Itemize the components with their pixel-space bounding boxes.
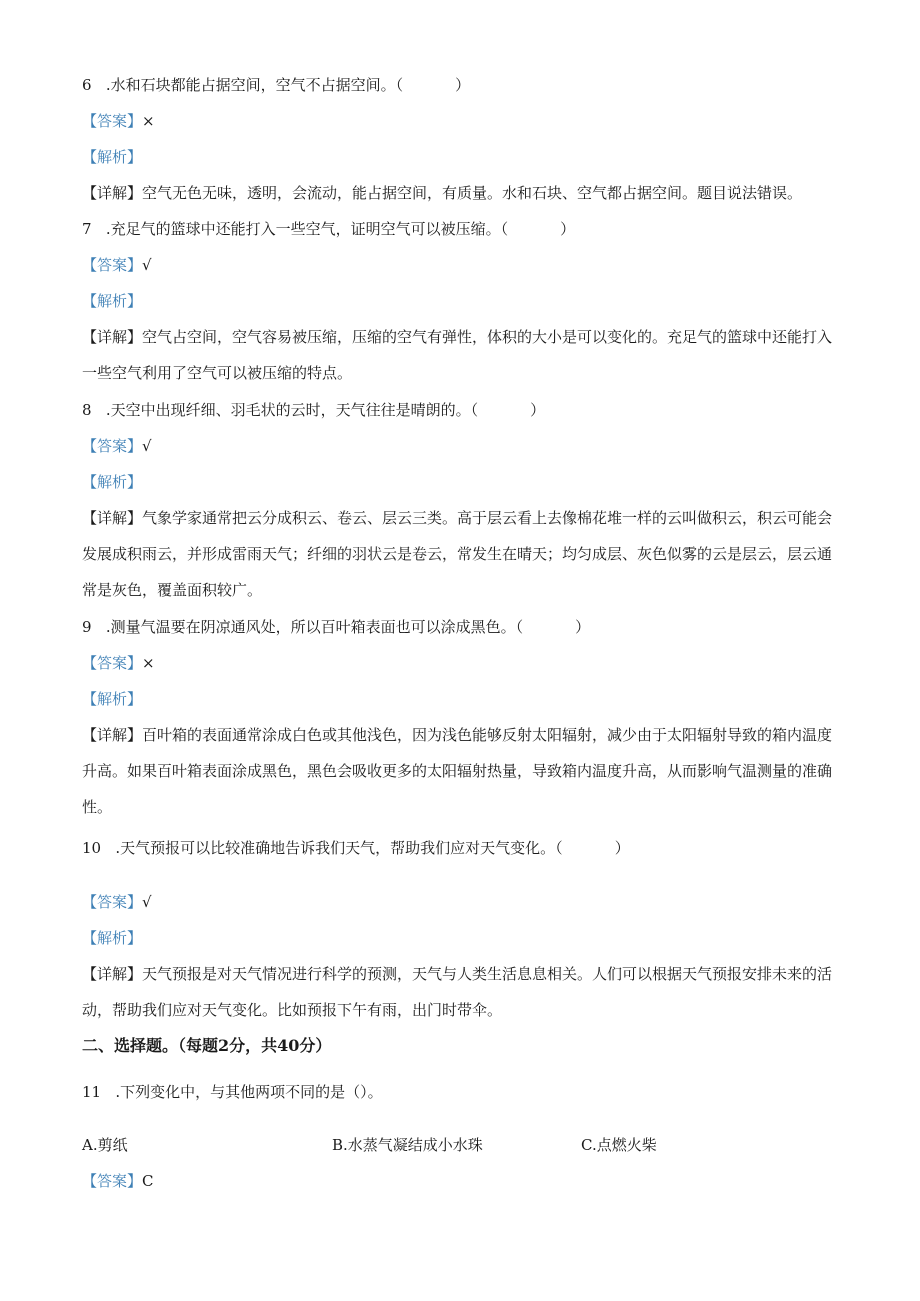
detail-text: 气象学家通常把云分成积云、卷云、层云三类。高于层云看上去像棉花堆一样的云叫做积云，积云可能会发展成积雨云，并形成雷雨天气；纤细的羽状云是卷云，常发生在晴天；均匀成层、灰色似雾的云是层云，层云通常是灰色，覆盖面积较广。 — [82, 509, 833, 599]
detail-label: 【详解】 — [82, 328, 143, 346]
answer-label: 【答案】 — [82, 256, 143, 274]
detail-row — [82, 717, 840, 825]
detail-row — [82, 956, 840, 1028]
question-number: 8 — [82, 401, 92, 419]
answer-row — [82, 1171, 840, 1191]
answer-row — [82, 111, 840, 131]
question-stem: .测量气温要在阴凉通风处，所以百叶箱表面也可以涂成黑色。（ — [105, 618, 524, 636]
detail-text: 百叶箱的表面通常涂成白色或其他浅色，因为浅色能够反射太阳辐射，减少由于太阳辐射导致的箱内温度升高。如果百叶箱表面涂成黑色，黑色会吸收更多的太阳辐射热量，导致箱内温度升高，从而影响气温测量的准确性。 — [82, 726, 833, 816]
section-title: 二、选择题。（每题2分，共40分） — [82, 1036, 332, 1055]
question-8: 8 .天空中出现纤细、羽毛状的云时，天气往往是晴朗的。（ ） — [82, 401, 546, 419]
answer-label: 【答案】 — [82, 893, 143, 911]
detail-label: 【详解】 — [82, 726, 143, 744]
option-b: B.水蒸气凝结成小水珠 — [332, 1136, 483, 1154]
question-stem: .充足气的篮球中还能打入一些空气，证明空气可以被压缩。（ — [105, 220, 509, 238]
answer-value: C — [142, 1172, 154, 1190]
answer-row — [82, 892, 840, 912]
detail-label: 【详解】 — [82, 965, 143, 983]
detail-label: 【详解】 — [82, 184, 143, 202]
question-11 — [82, 1082, 840, 1102]
question-number: 10 — [82, 839, 102, 857]
answer-label: 【答案】 — [82, 112, 143, 130]
detail-row — [82, 500, 840, 608]
analysis-label: 【解析】 — [82, 292, 143, 310]
option-a: A.剪纸 — [82, 1136, 128, 1154]
detail-text: 空气占空间，空气容易被压缩，压缩的空气有弹性，体积的大小是可以变化的。充足气的篮球中还能打入一些空气利用了空气可以被压缩的特点。 — [82, 328, 833, 382]
question-10: 10 .天气预报可以比较准确地告诉我们天气，帮助我们应对天气变化。（ ） — [82, 839, 630, 857]
question-number: 7 — [82, 220, 92, 238]
answer-label: 【答案】 — [82, 437, 143, 455]
question-7: 7 .充足气的篮球中还能打入一些空气，证明空气可以被压缩。（ ） — [82, 220, 576, 238]
answer-value: × — [142, 654, 155, 672]
detail-text: 空气无色无味，透明，会流动，能占据空间，有质量。水和石块、空气都占据空间。题目说法错误。 — [142, 184, 803, 202]
answer-label: 【答案】 — [82, 1172, 143, 1190]
option-c: C.点燃火柴 — [581, 1136, 657, 1154]
answer-value: √ — [142, 893, 152, 911]
answer-row — [82, 653, 840, 673]
answer-label: 【答案】 — [82, 654, 143, 672]
question-stem: .天气预报可以比较准确地告诉我们天气，帮助我们应对天气变化。（ — [115, 839, 563, 857]
detail-row — [82, 183, 840, 203]
question-stem: .水和石块都能占据空间，空气不占据空间。（ — [105, 76, 404, 94]
analysis-label: 【解析】 — [82, 929, 143, 947]
question-stem: .天空中出现纤细、羽毛状的云时，天气往往是晴朗的。（ — [105, 401, 479, 419]
analysis-label: 【解析】 — [82, 473, 143, 491]
answer-value: × — [142, 112, 155, 130]
question-stem: .下列变化中，与其他两项不同的是（）。 — [115, 1083, 383, 1101]
detail-row — [82, 319, 840, 391]
answer-row — [82, 436, 840, 456]
detail-label: 【详解】 — [82, 509, 143, 527]
answer-value: √ — [142, 256, 152, 274]
answer-row — [82, 255, 840, 275]
analysis-label: 【解析】 — [82, 148, 143, 166]
question-9: 9 .测量气温要在阴凉通风处，所以百叶箱表面也可以涂成黑色。（ ） — [82, 618, 591, 636]
analysis-label: 【解析】 — [82, 690, 143, 708]
question-number: 11 — [82, 1083, 102, 1101]
detail-text: 天气预报是对天气情况进行科学的预测，天气与人类生活息息相关。人们可以根据天气预报安排未来的活动，帮助我们应对天气变化。比如预报下午有雨，出门时带伞。 — [82, 965, 833, 1019]
question-number: 9 — [82, 618, 92, 636]
question-6: 6 .水和石块都能占据空间，空气不占据空间。（ ） — [82, 76, 471, 94]
answer-value: √ — [142, 437, 152, 455]
question-number: 6 — [82, 76, 92, 94]
